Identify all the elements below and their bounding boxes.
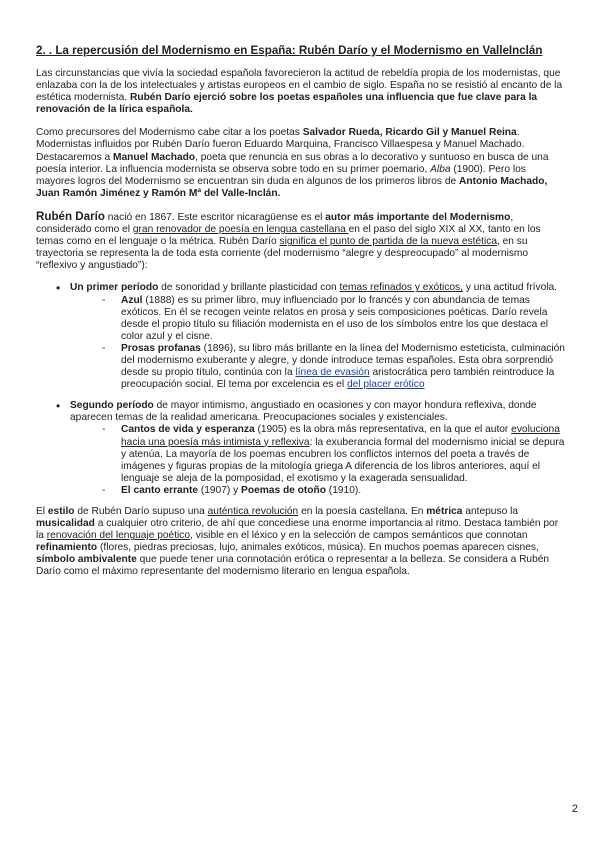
dash-icon: - [102, 342, 106, 354]
bold-text: Manuel Machado [113, 151, 196, 163]
work-title: Cantos de vida y esperanza [121, 424, 255, 436]
list-item-cantos-de-vida [70, 424, 566, 484]
italic-text: Alba [430, 163, 451, 175]
text: (1896), su libro más brillante en la línea del Modernismo esteticista, culminación del modernismo exuberante y alegre, y donde introduce temas españoles. Esta obra sorprendió desde su propio título, continúa con la [121, 342, 565, 379]
section-title [36, 44, 566, 57]
bullet-icon: • [56, 399, 61, 414]
page-number: 2 [571, 803, 578, 815]
paragraph-context [36, 68, 566, 116]
second-period-works [70, 424, 566, 497]
bold-text: símbolo ambivalente [36, 554, 137, 566]
underlined-text: temas refinados y exóticos, [339, 282, 463, 294]
first-period-works [70, 295, 566, 392]
text: , en su trayectoria se representa la de toda esta corriente (del modernismo “alegre y despreocupado” al modernismo “reflexivo y angustiado”): [36, 236, 529, 272]
text: de Rubén Darío supuso una [74, 506, 208, 517]
dash-icon: - [102, 484, 106, 496]
work-title: El canto errante [121, 484, 198, 496]
text: (1907) y [198, 484, 242, 496]
work-title: Poemas de otoño [241, 484, 326, 496]
period-label: Un primer período [70, 282, 159, 294]
text: (1888) es su primer libro, muy influenciado por lo francés y con abundancia de temas exóticos. En él se recogen veinte relatos en prosa y seis composiciones poéticas. Darío revela desde el propio título su filiación modernista en el uso de los símbolos entre los que destaca el color azul y el cisne. [121, 294, 548, 342]
text: aristocrática pero también reintroduce la preocupación social. El tema por excelencia es el [121, 367, 555, 391]
bold-text: autor más importante del Modernismo [325, 211, 511, 223]
bold-text: musicalidad [36, 518, 95, 530]
text: , visible en el léxico y en la selección de campos semánticos que connotan [190, 530, 528, 542]
underlined-text: significa el punto de partida de la nueva estética [279, 236, 497, 248]
section-title-text: . La repercusión del Modernismo en España: Rubén Darío y el Modernismo en ValleInclán [48, 44, 543, 57]
dash-icon: - [102, 424, 106, 436]
text: que puede tener una connotación erótica o representar a la belleza. Se considera a Rubén Darío como el máximo representante del modernismo literario en lengua española. [36, 554, 550, 578]
text: a cualquier otro criterio, de ahí que concediese una enorme importancia al ritmo. Destaca también por la [36, 518, 559, 542]
paragraph-style [36, 506, 566, 579]
list-item-second-period [36, 400, 566, 497]
paragraph-ruben-dario [36, 211, 566, 272]
text: y una actitud frívola. [463, 282, 558, 294]
list-item-first-period [36, 282, 566, 391]
underlined-text: renovación del lenguaje poético [46, 530, 191, 542]
bold-text: refinamiento [36, 542, 98, 554]
text: , considerado como el [36, 211, 514, 236]
bold-text: métrica [426, 506, 463, 517]
period-label: Segundo período [70, 400, 154, 412]
text: , poeta que renuncia en sus obras a lo decorativo y suntuoso en busca de una poesía interior. La influencia modernista se observa sobre todo en su primer poemario, [36, 151, 549, 175]
bold-text: Salvador Rueda, Ricardo Gil y Manuel Reina [302, 127, 517, 139]
underlined-text: auténtica revolución [207, 506, 299, 517]
bold-text: Antonio Machado, Juan Ramón Jiménez y Ramón Mª del Valle-Inclán. [36, 175, 548, 199]
text: (1905) es la obra más representativa, en la que el autor [254, 424, 512, 436]
text: en la poesía castellana. En [298, 506, 427, 517]
document-page [36, 44, 566, 579]
text: (1910). [325, 484, 362, 496]
link-del-placer-erotico[interactable]: del placer erótico [346, 379, 425, 391]
text: : la exuberancia formal del modernismo inicial se depura y atenúa. La mayoría de los poemas encubren los conflictos internos del poeta a través de imágenes y figuras propias de la mitología griega A diferencia de los libros anteriores, aquí el lenguaje se aleja de la pomposidad, el exotismo y la exagerada sensualidad. [121, 436, 565, 484]
bullet-icon: • [56, 281, 61, 296]
dash-icon: - [102, 294, 106, 306]
bold-text: Rubén Darío ejerció sobre los poetas españoles una influencia que fue clave para la renovación de la lírica española. [36, 92, 538, 116]
lead-name: Rubén Darío [36, 209, 105, 223]
text: de mayor intimismo, angustiado en ocasiones y con mayor hondura reflexiva, donde aparecen temas de la realidad americana. Preocupaciones sociales y existenciales. [70, 400, 537, 424]
work-title: Prosas profanas [121, 342, 201, 354]
text: antepuso la [462, 506, 518, 517]
list-item-prosas-profanas [70, 343, 566, 391]
text: El [36, 506, 48, 517]
periods-list [36, 282, 566, 497]
underlined-text: gran renovador de poesía en lengua castellana [132, 224, 349, 236]
text: nació en 1867. Este escritor nicaragüense es el [104, 211, 326, 223]
work-title: Azul [121, 294, 143, 306]
text: de sonoridad y brillante plasticidad con [158, 282, 340, 294]
paragraph-precursors [36, 127, 566, 200]
list-item-azul [70, 295, 566, 343]
text: en el paso del siglo XIX al XX, tanto en los temas como en el lenguaje o la métrica. Rubén Darío [36, 224, 541, 248]
text: Las circunstancias que vivía la sociedad española favorecieron la actitud de rebeldía propia de los modernistas, que enlazaba con la de los intelectuales y artistas europeos en el cambio de siglo. España no se resistió al encanto de la estética modernista. [36, 68, 563, 104]
text: . Modernistas influidos por Rubén Darío fueron Eduardo Marquina, Francisco Villaespesa y Manuel Machado. Destacaremos a [36, 127, 525, 163]
link-linea-de-evasion[interactable]: línea de evasión [295, 367, 370, 379]
bold-text: estilo [47, 506, 75, 517]
underlined-text: evoluciona hacia una poesía más intimista y reflexiva [121, 424, 560, 448]
section-number: 2. [36, 44, 46, 57]
text: Como precursores del Modernismo cabe citar a los poetas [36, 127, 303, 139]
text: (flores, piedras preciosas, lujo, animales exóticos, música). En muchos poemas aparecen cisnes, [97, 542, 539, 554]
list-item-canto-errante [70, 485, 566, 497]
text: (1900). Pero los mayores logros del Modernismo se encuentran sin duda en algunos de los primeros libros de [36, 163, 526, 187]
